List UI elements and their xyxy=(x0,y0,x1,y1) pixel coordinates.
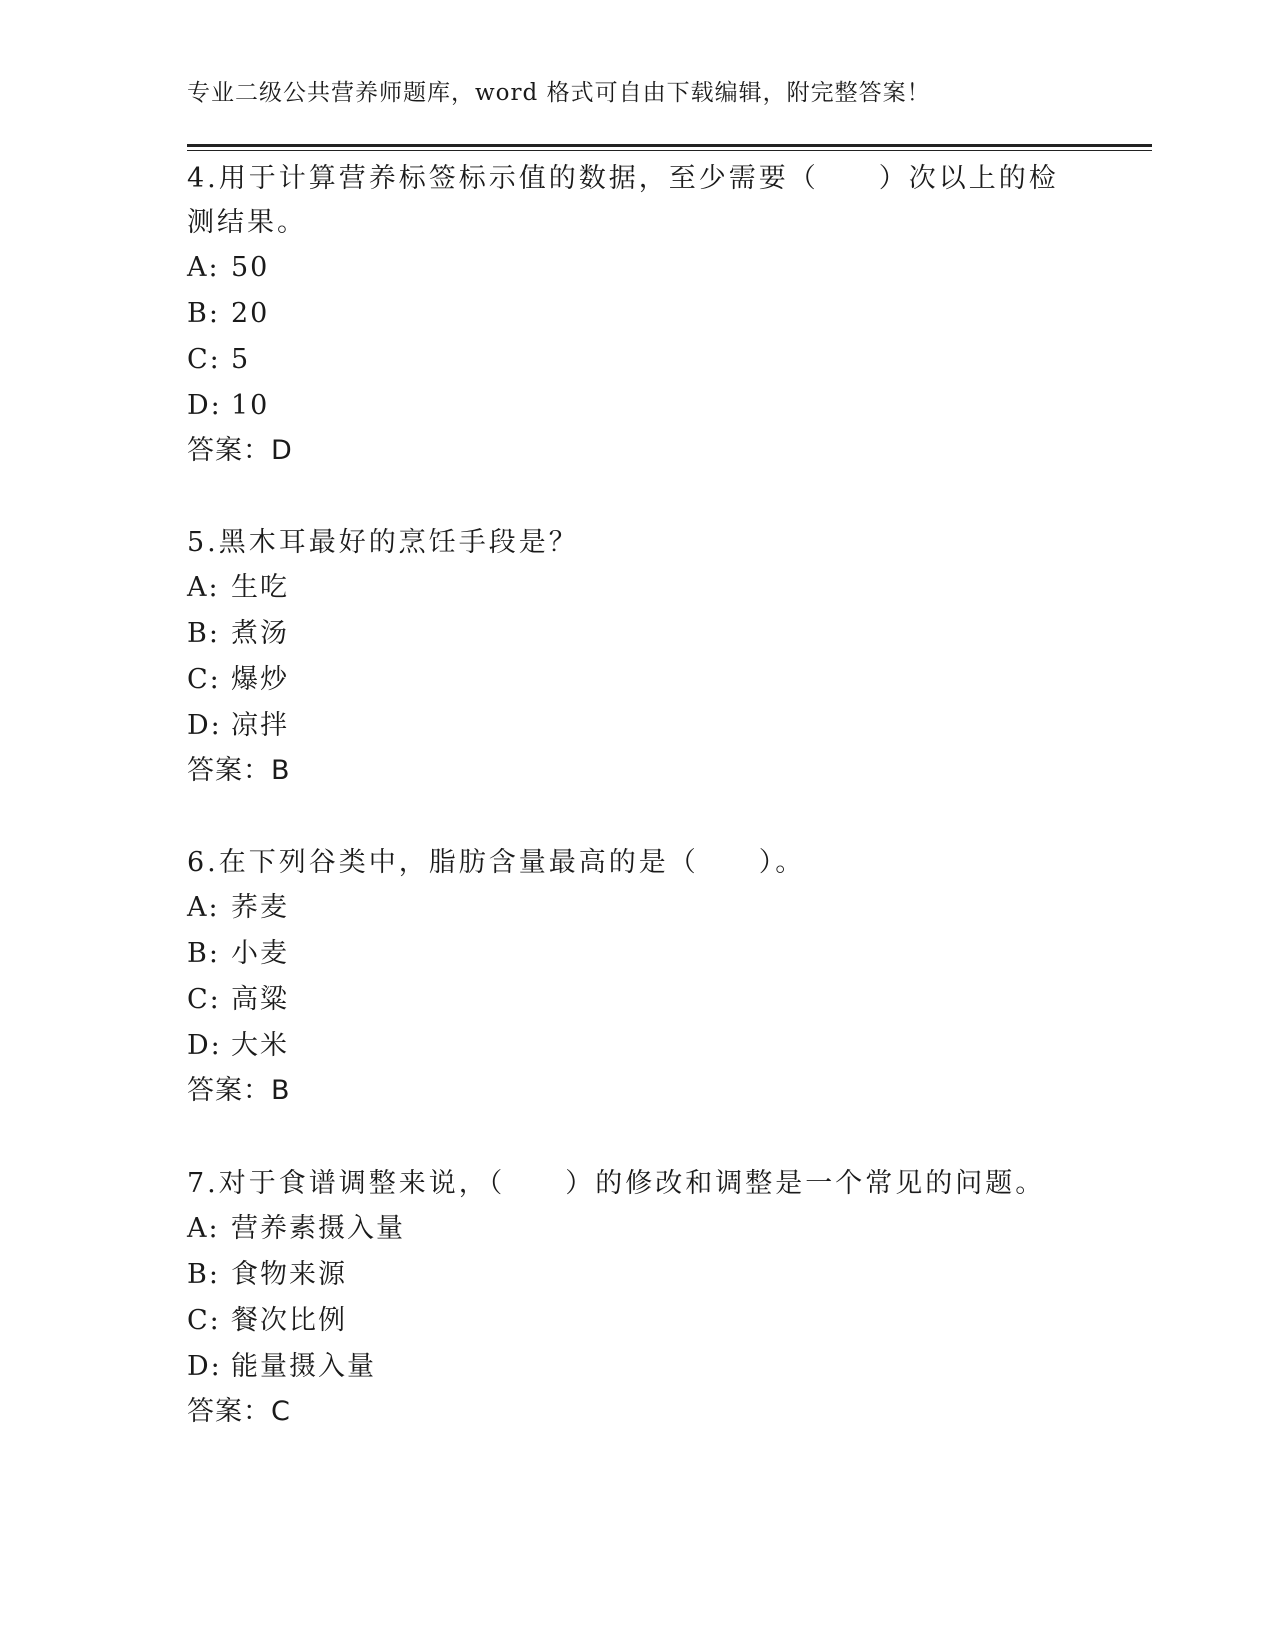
question-stem: 7.对于食谱调整来说，（ ）的修改和调整是一个常见的问题。 xyxy=(187,1168,1046,1199)
option-a xyxy=(187,245,1087,291)
option-b xyxy=(187,931,1087,977)
answer-text: 答案：C xyxy=(187,1396,291,1427)
option-text: 煮汤 xyxy=(231,618,289,649)
option-letter: D: xyxy=(187,710,222,741)
option-text: 营养素摄入量 xyxy=(231,1213,405,1244)
option-letter: D: xyxy=(187,390,222,421)
question-5 xyxy=(187,521,1087,793)
option-d xyxy=(187,1344,1087,1390)
header-rule-thin xyxy=(187,150,1152,151)
option-letter: C: xyxy=(187,984,221,1015)
option-d xyxy=(187,703,1087,749)
option-text: 爆炒 xyxy=(231,664,289,695)
question-stem: 6.在下列谷类中，脂肪含量最高的是（ ）。 xyxy=(187,847,806,878)
option-a xyxy=(187,1206,1087,1252)
question-4 xyxy=(187,157,1087,473)
option-letter: B: xyxy=(187,938,220,969)
option-b xyxy=(187,291,1087,337)
option-letter: A: xyxy=(187,1213,220,1244)
option-text: 荞麦 xyxy=(231,892,289,923)
option-c xyxy=(187,977,1087,1023)
question-stem: 4.用于计算营养标签标示值的数据，至少需要（ ）次以上的检测结果。 xyxy=(187,163,1059,238)
question-6 xyxy=(187,841,1087,1113)
option-text: 10 xyxy=(231,390,270,421)
answer-text: 答案：D xyxy=(187,435,293,466)
option-text: 高粱 xyxy=(231,984,289,1015)
option-text: 5 xyxy=(231,344,251,375)
option-text: 凉拌 xyxy=(231,710,289,741)
option-letter: C: xyxy=(187,1305,221,1336)
option-letter: D: xyxy=(187,1030,222,1061)
option-text: 大米 xyxy=(231,1030,289,1061)
answer-text: 答案：B xyxy=(187,755,291,786)
option-b xyxy=(187,1252,1087,1298)
option-letter: B: xyxy=(187,298,220,329)
option-letter: A: xyxy=(187,252,220,283)
option-letter: A: xyxy=(187,572,220,603)
question-7 xyxy=(187,1162,1087,1434)
option-letter: B: xyxy=(187,618,220,649)
option-letter: D: xyxy=(187,1351,222,1382)
option-letter: C: xyxy=(187,344,221,375)
option-text: 20 xyxy=(231,298,270,329)
option-text: 能量摄入量 xyxy=(231,1351,376,1382)
option-c xyxy=(187,657,1087,703)
option-letter: B: xyxy=(187,1259,220,1290)
option-d xyxy=(187,1023,1087,1069)
option-text: 食物来源 xyxy=(231,1259,347,1290)
option-text: 小麦 xyxy=(231,938,289,969)
option-letter: C: xyxy=(187,664,221,695)
page-header-text: 专业二级公共营养师题库，word 格式可自由下载编辑，附完整答案！ xyxy=(187,80,931,106)
question-stem: 5.黑木耳最好的烹饪手段是？ xyxy=(187,527,579,558)
option-b xyxy=(187,611,1087,657)
option-text: 餐次比例 xyxy=(231,1305,347,1336)
option-c xyxy=(187,1298,1087,1344)
option-text: 生吃 xyxy=(231,572,289,603)
option-letter: A: xyxy=(187,892,220,923)
option-c xyxy=(187,337,1087,383)
header-rule-thick xyxy=(187,144,1152,147)
option-d xyxy=(187,383,1087,429)
answer-text: 答案：B xyxy=(187,1075,291,1106)
option-a xyxy=(187,885,1087,931)
option-a xyxy=(187,565,1087,611)
option-text: 50 xyxy=(231,252,270,283)
